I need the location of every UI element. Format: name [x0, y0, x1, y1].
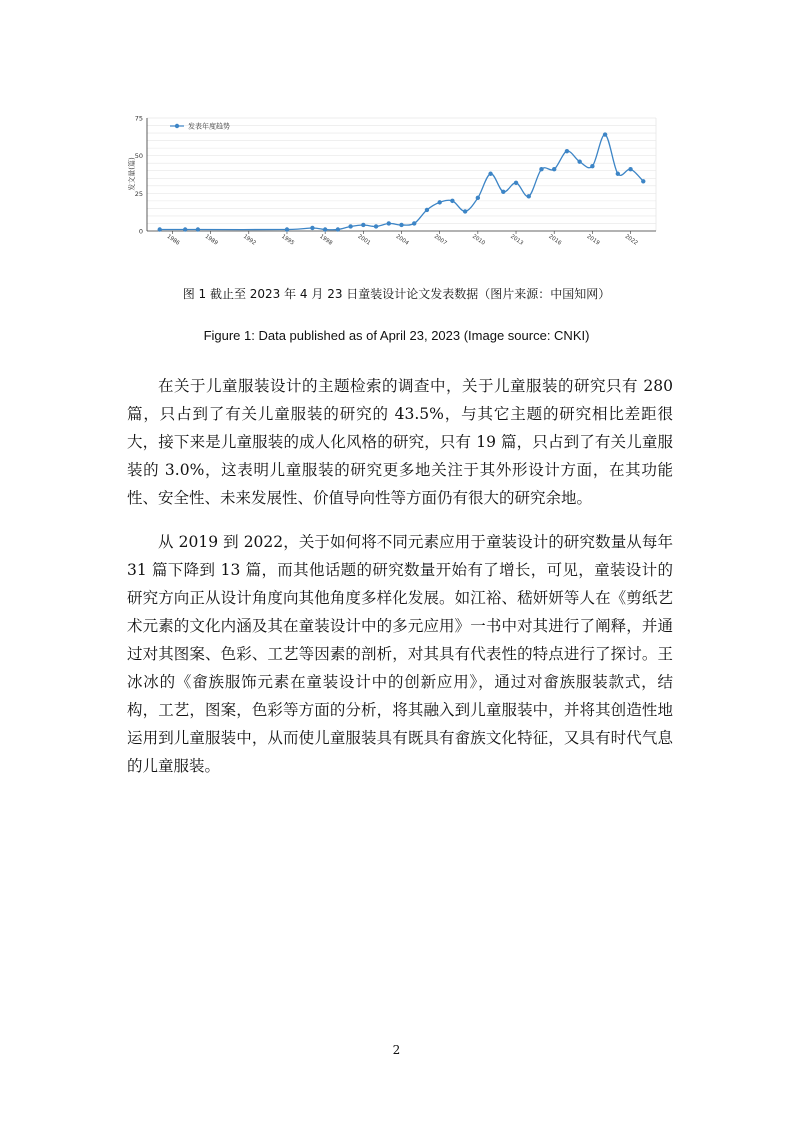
- data-point: [285, 227, 289, 231]
- y-axis-label: 发文量(篇): [128, 157, 136, 191]
- data-point: [590, 164, 594, 168]
- data-point: [565, 149, 569, 153]
- data-point: [539, 167, 543, 171]
- data-point: [348, 224, 352, 228]
- x-tick-label: 2010: [470, 233, 486, 247]
- figure-caption-cn: 图 1 截止至 2023 年 4 月 23 日童装设计论文发表数据（图片来源：中国知网）: [182, 287, 611, 301]
- data-point: [387, 221, 391, 225]
- y-tick-label: 50: [134, 152, 143, 161]
- x-tick-label: 2004: [394, 233, 410, 247]
- x-tick-label: 2022: [623, 233, 639, 247]
- x-tick-label: 1992: [241, 233, 257, 247]
- legend-label: 发表年度趋势: [188, 122, 230, 131]
- data-point: [310, 226, 314, 230]
- data-point: [641, 179, 645, 183]
- data-point: [603, 132, 607, 136]
- data-point: [412, 221, 416, 225]
- y-tick-label: 75: [134, 114, 143, 123]
- x-tick-label: 2019: [585, 233, 601, 247]
- data-point: [514, 181, 518, 185]
- x-tick-label: 1995: [280, 233, 296, 247]
- x-tick-label: 1986: [165, 233, 181, 247]
- x-tick-label: 1998: [318, 233, 334, 247]
- y-tick-label: 25: [134, 189, 143, 198]
- x-tick-label: 2013: [509, 233, 525, 247]
- body-paragraph-2: 从 2019 到 2022，关于如何将不同元素应用于童装设计的研究数量从每年 31 篇下降到 13 篇，而其他话题的研究数量开始有了增长，可见，童装设计的研究方向正从设计角度向其他角度多样化发展。如江裕、嵇妍妍等人在《剪纸艺术元素的文化内涵及其在童装设计中的多元应用》一书中对其进行了阐释，并通过对其图案、色彩、工艺等因素的剖析，对其具有代表性的特点进行了探讨。王冰冰的《畲族服饰元素在童装设计中的创新应用》，通过对畲族服装款式，结构，工艺，图案，色彩等方面的分析，将其融入到儿童服装中，并将其创造性地运用到儿童服装中，从而使儿童服装具有既具有畲族文化特征，又具有时代气息的儿童服装。: [127, 533, 673, 775]
- data-point: [476, 196, 480, 200]
- y-tick-label: 0: [138, 227, 143, 236]
- data-point: [323, 227, 327, 231]
- data-point: [437, 200, 441, 204]
- data-point: [552, 167, 556, 171]
- data-point: [577, 159, 581, 163]
- x-axis-ticks: [166, 231, 639, 247]
- chart-gridlines: [147, 118, 656, 231]
- data-point: [527, 194, 531, 198]
- data-point: [361, 223, 365, 227]
- data-point: [336, 227, 340, 231]
- data-point: [463, 209, 467, 213]
- data-point: [196, 227, 200, 231]
- data-point: [628, 167, 632, 171]
- page-number: 2: [392, 1043, 401, 1057]
- legend-marker-icon: [175, 124, 179, 128]
- data-point: [488, 172, 492, 176]
- data-point: [183, 227, 187, 231]
- chart-legend: [170, 122, 230, 131]
- data-point: [616, 172, 620, 176]
- publication-trend-chart: [112, 108, 668, 258]
- data-point: [450, 199, 454, 203]
- chart-axes: [147, 118, 656, 231]
- x-tick-label: 2016: [547, 233, 563, 247]
- data-point: [501, 190, 505, 194]
- x-tick-label: 2001: [356, 233, 372, 247]
- series-line: [160, 135, 644, 230]
- x-tick-label: 1989: [203, 233, 219, 247]
- data-point: [425, 208, 429, 212]
- data-point: [399, 223, 403, 227]
- series-points: [158, 132, 646, 231]
- body-paragraph-1: 在关于儿童服装设计的主题检索的调查中，关于儿童服装的研究只有 280 篇，只占到了有关儿童服装的研究的 43.5%，与其它主题的研究相比差距很大，接下来是儿童服装的成人化风格的研究，只有 19 篇，只占到了有关儿童服装的 3.0%，这表明儿童服装的研究更多地关注于其外形设计方面，在其功能性、安全性、未来发展性、价值导向性等方面仍有很大的研究余地。: [127, 377, 673, 507]
- data-point: [374, 224, 378, 228]
- figure-caption-en: Figure 1: Data published as of April 23, 2023 (Image source: CNKI): [203, 328, 590, 343]
- data-point: [158, 227, 162, 231]
- x-tick-label: 2007: [432, 233, 448, 247]
